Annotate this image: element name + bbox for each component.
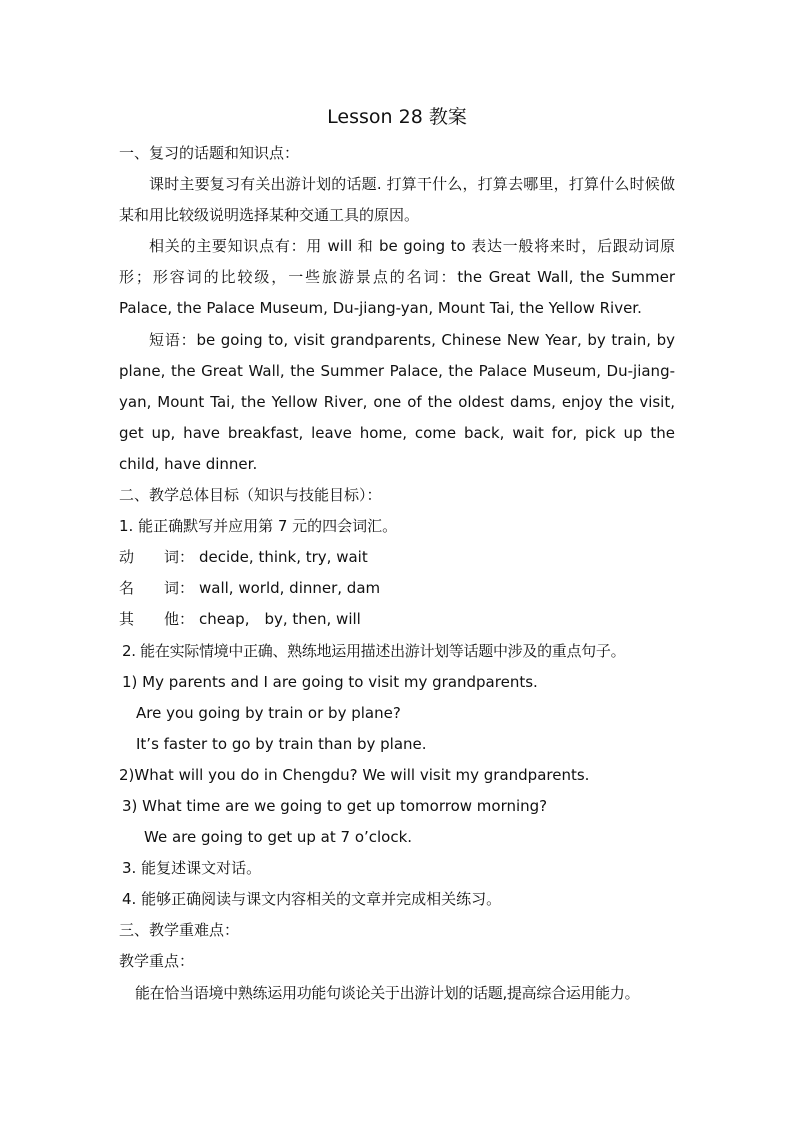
vocab-row-nouns <box>119 573 675 604</box>
vocab-pos-label: 名 词： <box>119 579 195 598</box>
vocab-words: wall, world, dinner, dam <box>199 579 381 598</box>
goal-1: 1. 能正确默写并应用第 7 元的四会词汇。 <box>119 517 398 536</box>
sentence-3: 3) What time are we going to get up tomorrow morning? <box>122 796 548 815</box>
teaching-focus-label: 教学重点： <box>119 952 195 971</box>
document-body <box>119 138 675 1009</box>
vocab-pos-label: 动 词： <box>119 548 195 567</box>
vocab-words: cheap, by, then, will <box>199 610 361 629</box>
sentence-1: 1) My parents and I are going to visit my grandparents. <box>122 672 538 691</box>
section1-para-knowledge: 相关的主要知识点有：用 will 和 be going to 表达一般将来时，后跟动词原形；形容词的比较级，一些旅游景点的名词：the Great Wall, the Summer Palace, the Palace Museum, Du-jiang-yan, Mount Tai, the Yellow River. <box>119 237 675 318</box>
sentence-3a: We are going to get up at 7 o’clock. <box>144 828 413 847</box>
section1-para-phrases: 短语：be going to, visit grandparents, Chinese New Year, by train, by plane, the Great Wall, the Summer Palace, the Palace Museum, Du-jiang-yan, Mount Tai, the Yellow River, one of the oldest dams, enjoy the visit, get up, have breakfast, leave home, come back, wait for, pick up the child, have dinner. <box>119 330 675 473</box>
document-title: Lesson 28 教案 <box>327 106 467 128</box>
goal-3: 3. 能复述课文对话。 <box>122 859 262 878</box>
teaching-focus-text: 能在恰当语境中熟练运用功能句谈论关于出游计划的话题,提高综合运用能力。 <box>135 983 640 1002</box>
vocab-row-others <box>119 604 675 635</box>
section1-heading: 一、复习的话题和知识点： <box>119 144 300 162</box>
sentence-1a: Are you going by train or by plane? <box>136 703 401 722</box>
sentence-1b: It’s faster to go by train than by plane. <box>136 734 427 753</box>
section2-heading: 二、教学总体目标（知识与技能目标）： <box>119 486 382 505</box>
vocab-words: decide, think, try, wait <box>199 548 368 567</box>
vocab-row-verbs <box>119 542 675 573</box>
section1-para-topic: 课时主要复习有关出游计划的话题. 打算干什么，打算去哪里，打算什么时候做某和用比较级说明选择某种交通工具的原因。 <box>119 175 675 225</box>
sentence-2: 2)What will you do in Chengdu? We will visit my grandparents. <box>119 765 590 784</box>
goal-2: 2. 能在实际情境中正确、熟练地运用描述出游计划等话题中涉及的重点句子。 <box>122 641 626 660</box>
goal-4: 4. 能够正确阅读与课文内容相关的文章并完成相关练习。 <box>122 890 502 909</box>
vocab-pos-label: 其 他： <box>119 610 195 629</box>
section3-heading: 三、教学重难点： <box>119 921 240 940</box>
